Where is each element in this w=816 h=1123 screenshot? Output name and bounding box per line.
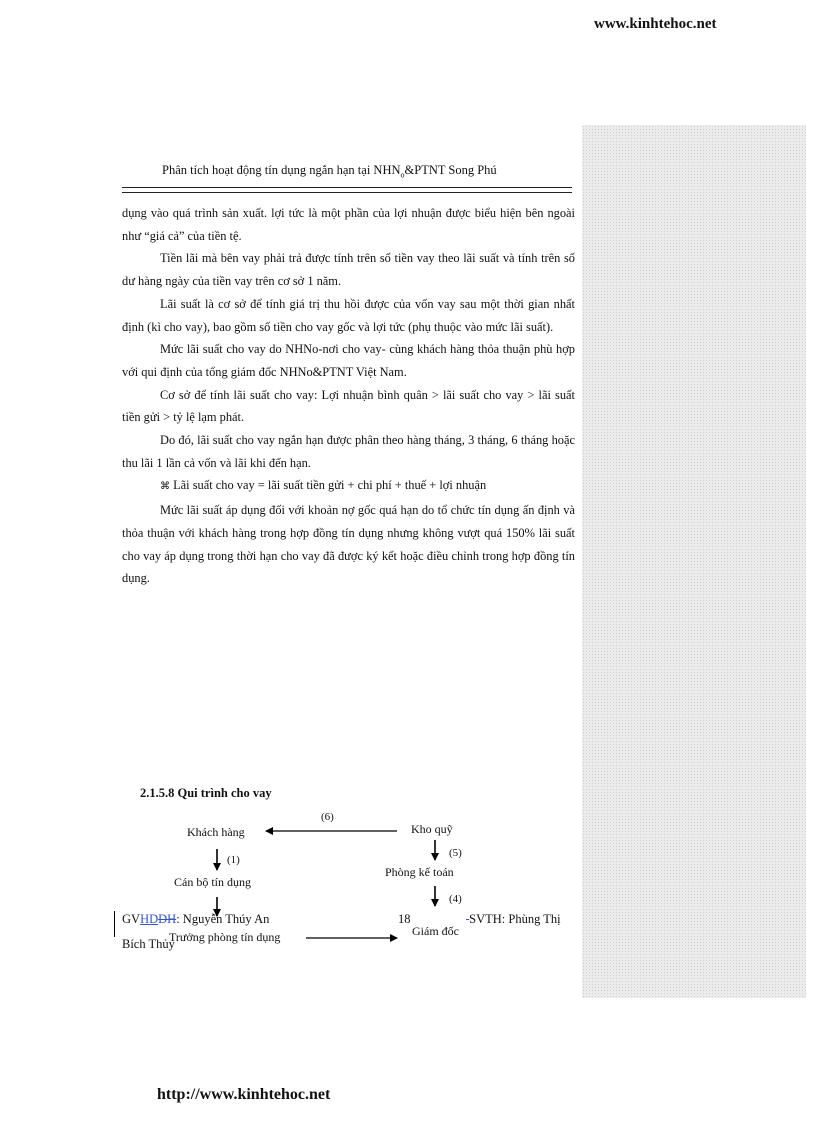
footer-supervisor — [122, 912, 269, 927]
paragraph: Cơ sở để tính lãi suất cho vay: Lợi nhuận bình quân > lãi suất cho vay > lãi suất tiền gửi > tỷ lệ lạm phát. — [122, 387, 575, 425]
footer-gv-inserted: HD — [140, 912, 159, 926]
footer-gv-prefix: GV — [122, 912, 141, 926]
bottom-site-url: http://www.kinhtehoc.net — [157, 1086, 331, 1103]
header-title-suffix: &PTNT Song Phú — [404, 163, 497, 177]
paragraph: Mức lãi suất áp dụng đối với khoản nợ gốc quá hạn do tổ chức tín dụng ấn định và thỏa thuận với khách hàng trong hợp đồng tín dụng nhưng không vượt quá 150% lãi suất cho vay áp dụng trong thời hạn cho vay đã được ký kết hoặc điều chỉnh trong hợp đồng tín dụng. — [122, 503, 575, 586]
paragraph: Do đó, lãi suất cho vay ngắn hạn được phân theo hàng tháng, 3 tháng, 6 tháng hoặc thu lãi 1 lần cả vốn và lãi khi đến hạn. — [122, 433, 575, 470]
footer-svth: SVTH: Phùng Thị — [469, 912, 561, 926]
paragraph: Tiền lãi mà bên vay phải trả được tính trên số tiền vay theo lãi suất và tính trên số dư hàng ngày của tiền vay trên cơ sở 1 năm. — [122, 251, 575, 289]
formula-text: Lãi suất cho vay = lãi suất tiền gửi + chi phí + thuế + lợi nhuận — [173, 478, 487, 493]
flow-step-1: (1) — [227, 854, 240, 866]
paragraph: dụng vào quá trình sản xuất. lợi tức là một phần của lợi nhuận được biểu hiện bên ngoài như “giá cả” của tiền tệ. — [122, 206, 575, 243]
flow-step-4: (4) — [449, 893, 462, 905]
flow-step-5: (5) — [449, 847, 462, 859]
top-site-url: www.kinhtehoc.net — [594, 16, 717, 32]
flow-node-customer: Khách hàng — [187, 825, 245, 839]
footer-gv-deleted: DH — [158, 912, 177, 926]
text-cursor-bar — [114, 911, 115, 937]
flow-step-6: (6) — [321, 811, 334, 823]
header-title-subscript: o — [400, 170, 405, 180]
flow-node-accounting: Phòng kế toán — [385, 865, 454, 879]
footer-page-number: 18 — [398, 912, 411, 926]
footer-student — [466, 912, 561, 927]
flow-node-credit-head: Trưởng phòng tín dụng — [169, 930, 281, 944]
section-heading: 2.1.5.8 Qui trình cho vay — [140, 786, 272, 800]
footer-gv-name: : Nguyễn Thúy An — [176, 912, 270, 926]
paragraph: Lãi suất là cơ sở để tính giá trị thu hồi được của vốn vay sau một thời gian nhất định (kì cho vay), bao gồm số tiền cho vay gốc và lợi tức (phụ thuộc vào mức lãi suất). — [122, 296, 575, 334]
flow-node-director: Giám đốc — [412, 924, 459, 938]
paragraph: Mức lãi suất cho vay do NHNo-nơi cho vay- cùng khách hàng thỏa thuận phù hợp với qui định của tổng giám đốc NHNo&PTNT Việt Nam. — [122, 342, 575, 379]
footer-student-cont: Bích Thủy — [122, 937, 175, 951]
flow-node-treasury: Kho quỹ — [411, 822, 453, 836]
bullet-icon: ⌘ — [160, 481, 170, 493]
header-title-text: Phân tích hoạt động tín dụng ngắn hạn tại NHN — [162, 163, 401, 177]
flow-node-credit-officer: Cán bộ tín dụng — [174, 875, 251, 889]
